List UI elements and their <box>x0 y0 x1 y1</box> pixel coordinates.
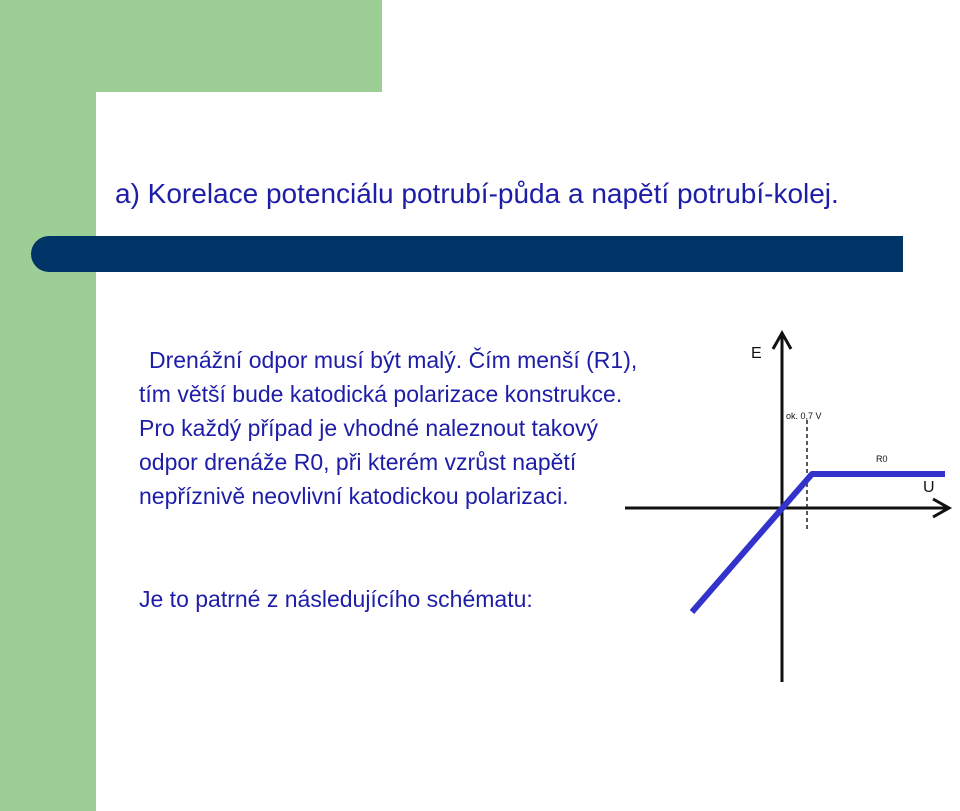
y-axis-label: E <box>751 345 762 362</box>
slide-title: a) Korelace potenciálu potrubí-půda a napětí potrubí-kolej. <box>115 178 839 209</box>
threshold-label: ok. 0,7 V <box>786 411 822 421</box>
green-side-band <box>0 0 96 811</box>
potential-voltage-diagram <box>620 325 960 690</box>
x-axis-label: U <box>923 479 935 496</box>
body-paragraph-conclusion: Je to patrné z následujícího schématu: <box>139 586 533 612</box>
plateau-label: R0 <box>876 454 888 464</box>
title-divider-bar <box>31 236 903 272</box>
green-top-band <box>0 0 382 92</box>
characteristic-curve <box>692 474 945 612</box>
body-paragraph: Drenážní odpor musí být malý. Čím menší (R1), tím větší bude katodická polarizace konstrukce. Pro každý případ je vhodné naleznout takový odpor drenáže R0, při kterém vzrůst napětí nepříznivě neovlivní katodickou polarizaci. <box>139 347 638 509</box>
